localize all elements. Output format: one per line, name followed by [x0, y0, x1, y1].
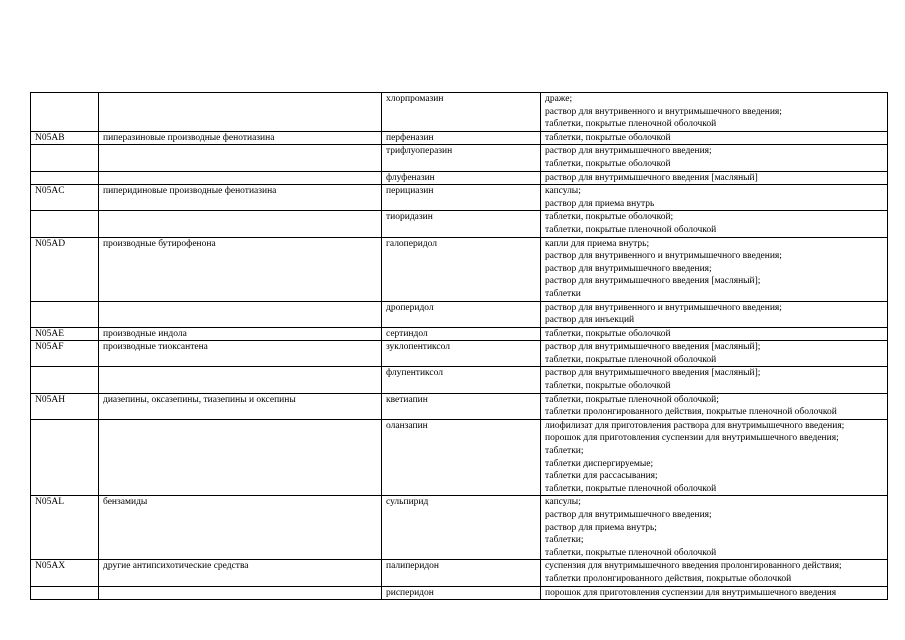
dosage-form-line: раствор для внутримышечного введения [масляный]	[545, 172, 758, 183]
table-row	[31, 393, 888, 419]
dosage-forms-cell	[541, 171, 888, 185]
dosage-forms-cell	[541, 367, 888, 393]
dosage-form-line: таблетки, покрытые пленочной оболочкой;	[545, 394, 719, 405]
dosage-form-line: раствор для внутримышечного введения [масляный];	[545, 276, 761, 287]
atc-code-cell: N05AE	[31, 327, 99, 341]
drug-name-cell: палиперидон	[382, 560, 541, 586]
group-name-cell: диазепины, оксазепины, тиазепины и оксепины	[99, 393, 382, 419]
dosage-form-line: таблетки, покрытые пленочной оболочкой	[545, 547, 717, 558]
atc-code-cell: N05AH	[31, 393, 99, 419]
dosage-forms-cell	[541, 145, 888, 171]
drug-name-cell: хлорпромазин	[382, 93, 541, 132]
dosage-form-line: раствор для приема внутрь	[545, 198, 655, 209]
group-name-cell	[99, 171, 382, 185]
dosage-form-line: таблетки	[545, 288, 581, 299]
drug-name-cell: сульпирид	[382, 496, 541, 560]
group-name-cell	[99, 211, 382, 237]
group-name-cell: производные бутирофенона	[99, 237, 382, 301]
drug-name-cell: галоперидол	[382, 237, 541, 301]
atc-code-cell	[31, 367, 99, 393]
group-name-cell	[99, 367, 382, 393]
table-row	[31, 419, 888, 496]
dosage-form-line: таблетки, покрытые пленочной оболочкой	[545, 354, 717, 365]
drug-name-cell: зуклопентиксол	[382, 341, 541, 367]
dosage-form-line: таблетки, покрытые пленочной оболочкой	[545, 483, 717, 494]
group-name-cell: пиперазиновые производные фенотиазина	[99, 131, 382, 145]
atc-code-cell: N05AB	[31, 131, 99, 145]
atc-code-cell: N05AD	[31, 237, 99, 301]
dosage-form-line: раствор для внутривенного и внутримышечного введения;	[545, 302, 782, 313]
atc-code-cell: N05AX	[31, 560, 99, 586]
dosage-form-line: таблетки пролонгированного действия, покрытые оболочкой	[545, 573, 792, 584]
table-row	[31, 211, 888, 237]
drug-name-cell: рисперидон	[382, 586, 541, 600]
group-name-cell	[99, 301, 382, 327]
group-name-cell: производные тиоксантена	[99, 341, 382, 367]
table-row	[31, 560, 888, 586]
atc-code-cell	[31, 145, 99, 171]
table-row	[31, 145, 888, 171]
table-row	[31, 301, 888, 327]
drug-name-cell: оланзапин	[382, 419, 541, 496]
drug-table	[30, 92, 888, 600]
dosage-form-line: драже;	[545, 94, 573, 104]
atc-code-cell: N05AF	[31, 341, 99, 367]
dosage-forms-cell	[541, 419, 888, 496]
dosage-form-line: раствор для внутримышечного введения;	[545, 263, 712, 274]
atc-code-cell	[31, 419, 99, 496]
table-row	[31, 586, 888, 600]
dosage-form-line: таблетки, покрытые оболочкой;	[545, 212, 674, 223]
group-name-cell: производные индола	[99, 327, 382, 341]
table-row	[31, 171, 888, 185]
dosage-forms-cell	[541, 327, 888, 341]
drug-name-cell: тиоридазин	[382, 211, 541, 237]
group-name-cell	[99, 586, 382, 600]
group-name-cell	[99, 145, 382, 171]
table-row	[31, 131, 888, 145]
drug-name-cell: сертиндол	[382, 327, 541, 341]
dosage-form-line: порошок для приготовления суспензии для внутримышечного введения	[545, 587, 837, 598]
table-row	[31, 185, 888, 211]
table-row	[31, 93, 888, 132]
drug-name-cell: перфеназин	[382, 131, 541, 145]
drug-table-body	[31, 93, 888, 600]
dosage-forms-cell	[541, 496, 888, 560]
dosage-form-line: раствор для внутривенного и внутримышечного введения;	[545, 251, 782, 262]
dosage-form-line: таблетки, покрытые оболочкой	[545, 132, 671, 143]
dosage-form-line: раствор для инъекций	[545, 315, 635, 326]
dosage-form-line: раствор для внутримышечного введения;	[545, 146, 712, 157]
dosage-form-line: таблетки, покрытые оболочкой	[545, 381, 671, 392]
dosage-form-line: таблетки диспергируемые;	[545, 458, 654, 469]
dosage-form-line: таблетки, покрытые оболочкой	[545, 328, 671, 339]
atc-code-cell: N05AC	[31, 185, 99, 211]
dosage-form-line: лиофилизат для приготовления раствора для внутримышечного введения;	[545, 420, 845, 431]
dosage-forms-cell	[541, 393, 888, 419]
dosage-forms-cell	[541, 211, 888, 237]
dosage-form-line: капсулы;	[545, 497, 581, 508]
table-row	[31, 327, 888, 341]
dosage-form-line: таблетки, покрытые пленочной оболочкой	[545, 224, 717, 235]
atc-code-cell	[31, 171, 99, 185]
group-name-cell: пиперидиновые производные фенотиазина	[99, 185, 382, 211]
atc-code-cell	[31, 301, 99, 327]
dosage-form-line: таблетки, покрытые оболочкой	[545, 158, 671, 169]
dosage-form-line: таблетки;	[545, 535, 584, 546]
drug-name-cell: трифлуоперазин	[382, 145, 541, 171]
atc-code-cell	[31, 586, 99, 600]
dosage-form-line: таблетки для рассасывания;	[545, 471, 658, 482]
dosage-form-line: таблетки;	[545, 446, 584, 457]
drug-name-cell: кветиапин	[382, 393, 541, 419]
dosage-forms-cell	[541, 301, 888, 327]
dosage-form-line: раствор для приема внутрь;	[545, 522, 657, 533]
dosage-forms-cell	[541, 560, 888, 586]
dosage-form-line: раствор для внутримышечного введения [масляный];	[545, 342, 761, 353]
group-name-cell	[99, 93, 382, 132]
dosage-forms-cell	[541, 131, 888, 145]
atc-code-cell	[31, 211, 99, 237]
table-row	[31, 341, 888, 367]
dosage-form-line: раствор для внутримышечного введения [масляный];	[545, 368, 761, 379]
dosage-form-line: капли для приема внутрь;	[545, 238, 650, 249]
dosage-form-line: порошок для приготовления суспензии для внутримышечного введения;	[545, 433, 839, 444]
group-name-cell: другие антипсихотические средства	[99, 560, 382, 586]
group-name-cell: бензамиды	[99, 496, 382, 560]
group-name-cell	[99, 419, 382, 496]
dosage-form-line: таблетки, покрытые пленочной оболочкой	[545, 119, 717, 130]
dosage-form-line: таблетки пролонгированного действия, покрытые пленочной оболочкой	[545, 407, 837, 418]
table-row	[31, 237, 888, 301]
drug-name-cell: дроперидол	[382, 301, 541, 327]
table-row	[31, 367, 888, 393]
drug-name-cell: перициазин	[382, 185, 541, 211]
dosage-forms-cell	[541, 341, 888, 367]
dosage-forms-cell	[541, 586, 888, 600]
drug-name-cell: флупентиксол	[382, 367, 541, 393]
dosage-forms-cell	[541, 237, 888, 301]
drug-name-cell: флуфеназин	[382, 171, 541, 185]
table-row	[31, 496, 888, 560]
dosage-forms-cell	[541, 93, 888, 132]
dosage-form-line: суспензия для внутримышечного введения пролонгированного действия;	[545, 561, 842, 572]
dosage-forms-cell	[541, 185, 888, 211]
dosage-form-line: раствор для внутривенного и внутримышечного введения;	[545, 106, 782, 117]
atc-code-cell: N05AL	[31, 496, 99, 560]
atc-code-cell	[31, 93, 99, 132]
dosage-form-line: капсулы;	[545, 186, 581, 197]
dosage-form-line: раствор для внутримышечного введения;	[545, 510, 712, 520]
